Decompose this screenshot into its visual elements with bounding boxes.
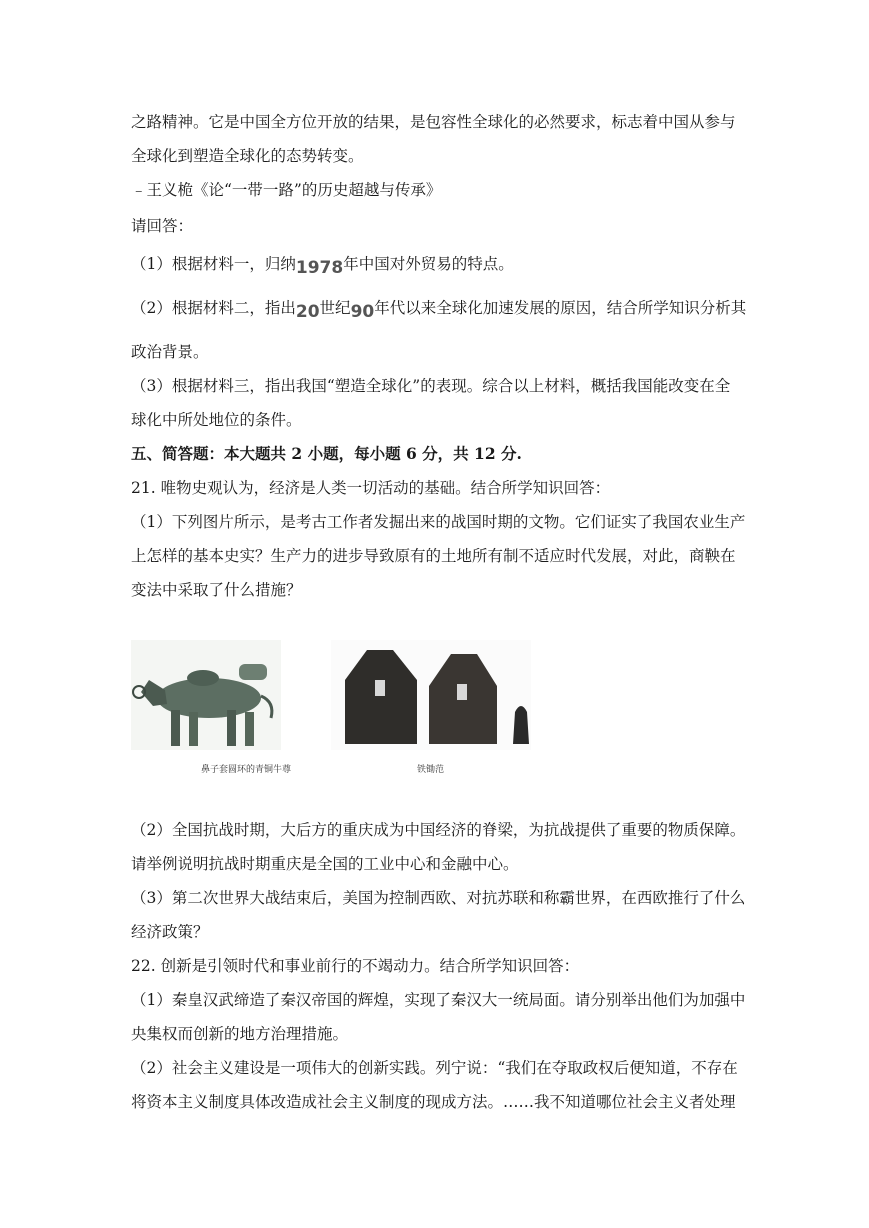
text-line: 变法中采取了什么措施？ xyxy=(131,581,302,599)
question-22-2: （2）社会主义建设是一项伟大的创新实践。列宁说：“我们在夺取政权后便知道，不存在 xyxy=(131,1059,738,1077)
question-2-post: 年代以来全球化加速发展的原因，结合所学知识分析其 xyxy=(374,299,747,317)
question-21-3: （3）第二次世界大战结束后，美国为控制西欧、对抗苏联和称霸世界，在西欧推行了什么 xyxy=(131,889,746,907)
text-line: 将资本主义制度具体改造成社会主义制度的现成方法。……我不知道哪位社会主义者处理 xyxy=(131,1093,736,1111)
question-2-pre: （2）根据材料二，指出 xyxy=(131,299,296,317)
question-3: （3）根据材料三，指出我国“塑造全球化”的表现。综合以上材料，概括我国能改变在全 xyxy=(131,377,731,395)
question-21-2: （2）全国抗战时期，大后方的重庆成为中国经济的脊梁，为抗战提供了重要的物质保障。 xyxy=(131,821,746,839)
question-1-pre: （1）根据材料一，归纳 xyxy=(131,255,296,273)
artifact-illustration xyxy=(131,640,551,780)
decade-number: 90 xyxy=(350,302,375,322)
century-number: 20 xyxy=(295,302,320,322)
artifact-figure xyxy=(131,640,551,780)
figure-caption-right: 铁锄范 xyxy=(417,765,445,775)
question-2-mid: 世纪 xyxy=(319,299,351,317)
text-line: 之路精神。它是中国全方位开放的结果，是包容性全球化的必然要求，标志着中国从参与 xyxy=(131,113,736,131)
year-number: 1978 xyxy=(295,258,344,278)
text-line: 请举例说明抗战时期重庆是全国的工业中心和金融中心。 xyxy=(131,855,519,873)
text-line: 央集权而创新的地方治理措施。 xyxy=(131,1025,349,1043)
text-line: 经济政策？ xyxy=(131,923,209,941)
text-line: 全球化到塑造全球化的态势转变。 xyxy=(131,147,364,165)
text-line: 球化中所处地位的条件。 xyxy=(131,411,302,429)
question-21-1: （1）下列图片所示，是考古工作者发掘出来的战国时期的文物。它们证实了我国农业生产 xyxy=(131,513,746,531)
question-22-1: （1）秦皇汉武缔造了秦汉帝国的辉煌，实现了秦汉大一统局面。请分别举出他们为加强中 xyxy=(131,991,746,1009)
figure-caption-left: 鼻子套圆环的青铜牛尊 xyxy=(201,765,292,775)
text-line: 请回答： xyxy=(131,217,194,235)
citation: ﹣王义桅《论“一带一路”的历史超越与传承》 xyxy=(131,181,442,199)
bronze-ox-zun-image xyxy=(131,640,281,750)
text-line: 上怎样的基本史实？生产力的进步导致原有的土地所有制不适应时代发展，对此，商鞅在 xyxy=(131,547,736,565)
question-2 xyxy=(131,298,747,322)
question-1 xyxy=(131,254,514,278)
question-21: 21. 唯物史观认为，经济是人类一切活动的基础。结合所学知识回答： xyxy=(131,479,611,497)
section-heading: 五、简答题：本大题共 2 小题，每小题 6 分，共 12 分. xyxy=(131,444,522,463)
question-22: 22. 创新是引领时代和事业前行的不竭动力。结合所学知识回答： xyxy=(131,957,580,975)
iron-hoe-mold-image xyxy=(331,640,531,750)
question-1-post: 年中国对外贸易的特点。 xyxy=(343,255,514,273)
text-line: 政治背景。 xyxy=(131,343,209,361)
